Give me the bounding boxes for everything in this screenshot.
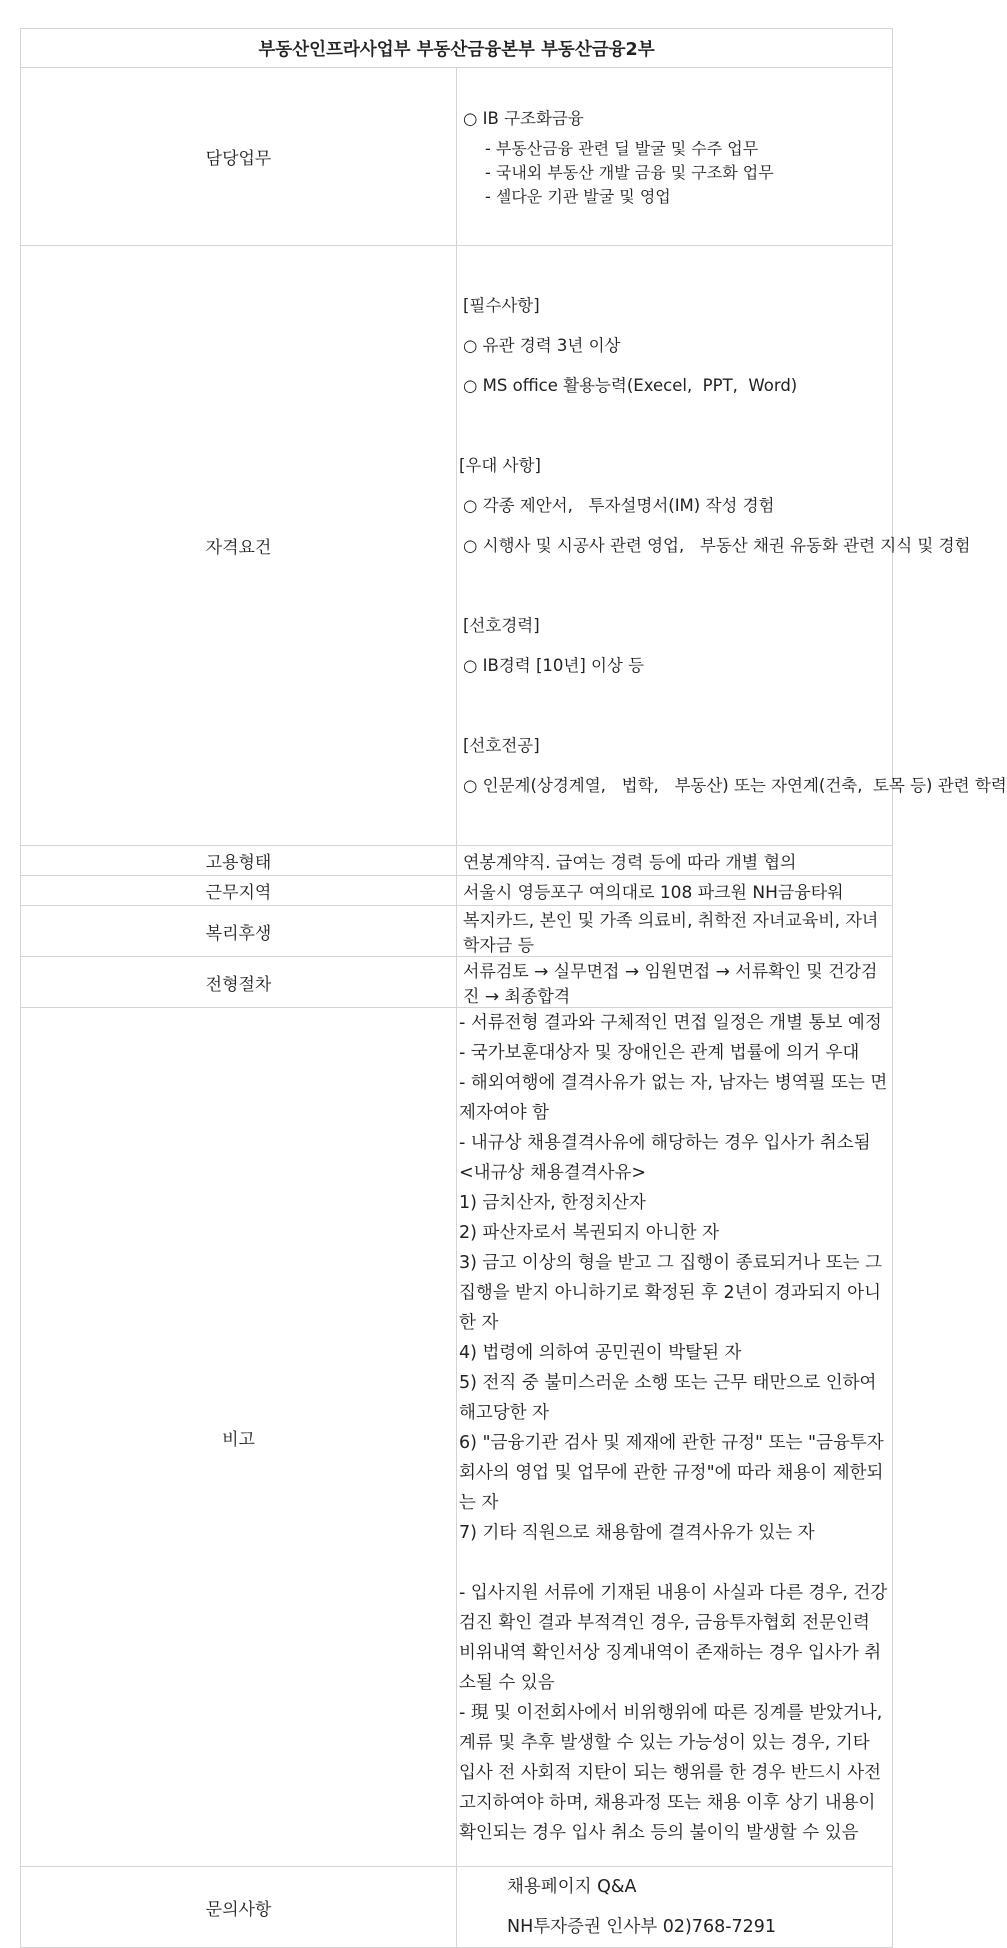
employment-value: 연봉계약직. 급여는 경력 등에 따라 개별 협의 <box>457 846 893 876</box>
remarks-line: 7) 기타 직원으로 채용함에 결격사유가 있는 자 <box>459 1523 815 1543</box>
career-heading: [선호경력] <box>463 615 540 635</box>
remarks-line: <내규상 채용결격사유> <box>459 1163 647 1183</box>
remarks-note: - 입사지원 서류에 기재된 내용이 사실과 다른 경우, 건강검진 확인 결과 부적격인 경우, 금융투자협회 전문인력 비위내역 확인서상 징계내역이 존재하는 경우 입사가 취소될 수 있음 <box>459 1583 888 1693</box>
remarks-line: 1) 금치산자, 한정치산자 <box>459 1193 646 1213</box>
job-posting-table <box>20 28 1007 1948</box>
remarks-note: - 現 및 이전회사에서 비위행위에 따른 징계를 받았거나, 계류 및 추후 발생할 수 있는 가능성이 있는 경우, 기타 입사 전 사회적 지탄이 되는 행위를 한 경우 반드시 사전 고지하여야 하며, 채용과정 또는 채용 이후 상기 내용이 확인되는 경우 입사 취소 등의 불이익 발생할 수 있음 <box>459 1703 883 1843</box>
required-item: ○ 유관 경력 3년 이상 <box>463 335 621 355</box>
preferred-item: ○ 각종 제안서, 투자설명서(IM) 작성 경험 <box>463 495 775 515</box>
process-value: 서류검토 → 실무면접 → 임원면접 → 서류확인 및 건강검진 → 최종합격 <box>457 957 893 1008</box>
location-row <box>21 876 893 906</box>
contact-qa: 채용페이지 Q&A <box>507 1877 637 1897</box>
qualifications-label: 자격요건 <box>21 246 457 846</box>
qualifications-row <box>21 246 893 846</box>
remarks-line: - 서류전형 결과와 구체적인 면접 일정은 개별 통보 예정 <box>459 1013 882 1033</box>
remarks-line: 6) "금융기관 검사 및 제재에 관한 규정" 또는 "금융투자회사의 영업 및 업무에 관한 규정"에 따라 채용이 제한되는 자 <box>459 1433 884 1513</box>
remarks-row <box>21 1008 893 1867</box>
remarks-line: - 해외여행에 결격사유가 없는 자, 남자는 병역필 또는 면제자여야 함 <box>459 1073 888 1123</box>
employment-row <box>21 846 893 876</box>
benefits-label: 복리후생 <box>21 906 457 957</box>
duties-row <box>21 68 893 246</box>
department-title: 부동산인프라사업부 부동산금융본부 부동산금융2부 <box>21 29 893 68</box>
duties-content <box>457 68 893 246</box>
duties-item: - 부동산금융 관련 딜 발굴 및 수주 업무 <box>485 138 759 158</box>
remarks-line: 3) 금고 이상의 형을 받고 그 집행이 종료되거나 또는 그 집행을 받지 아니하기로 확정된 후 2년이 경과되지 아니한 자 <box>459 1253 883 1333</box>
remarks-label: 비고 <box>21 1008 457 1867</box>
remarks-content <box>457 1008 893 1867</box>
remarks-line: - 국가보훈대상자 및 장애인은 관계 법률에 의거 우대 <box>459 1043 860 1063</box>
required-item: ○ MS office 활용능력(Execel, PPT, Word) <box>463 375 798 395</box>
duties-item: - 국내외 부동산 개발 금융 및 구조화 업무 <box>485 162 774 182</box>
title-row <box>21 29 893 68</box>
process-label: 전형절차 <box>21 957 457 1008</box>
contact-content <box>457 1867 893 1948</box>
remarks-line: 5) 전직 중 불미스러운 소행 또는 근무 태만으로 인하여 해고당한 자 <box>459 1373 877 1423</box>
contact-label: 문의사항 <box>21 1867 457 1948</box>
preferred-heading: [우대 사항] <box>459 455 541 475</box>
remarks-line: 4) 법령에 의하여 공민권이 박탈된 자 <box>459 1343 742 1363</box>
major-heading: [선호전공] <box>463 735 540 755</box>
location-value: 서울시 영등포구 여의대로 108 파크원 NH금융타워 <box>457 876 893 906</box>
qualifications-content <box>457 246 1007 846</box>
career-item: ○ IB경력 [10년] 이상 등 <box>463 655 645 675</box>
process-row <box>21 957 893 1008</box>
benefits-value: 복지카드, 본인 및 가족 의료비, 취학전 자녀교육비, 자녀 학자금 등 <box>457 906 893 957</box>
employment-label: 고용형태 <box>21 846 457 876</box>
contact-row <box>21 1867 893 1948</box>
duties-label: 담당업무 <box>21 68 457 246</box>
benefits-row <box>21 906 893 957</box>
remarks-line: - 내규상 채용결격사유에 해당하는 경우 입사가 취소됨 <box>459 1133 871 1153</box>
major-item: ○ 인문계(상경계열, 법학, 부동산) 또는 자연계(건축, 토목 등) 관련 학력 <box>463 775 1007 795</box>
remarks-line: 2) 파산자로서 복권되지 아니한 자 <box>459 1223 719 1243</box>
job-posting <box>20 28 1007 1948</box>
preferred-item: ○ 시행사 및 시공사 관련 영업, 부동산 채권 유동화 관련 지식 및 경험 <box>463 535 971 555</box>
contact-phone: NH투자증권 인사부 02)768-7291 <box>507 1917 777 1937</box>
duties-item: - 셀다운 기관 발굴 및 영업 <box>485 186 671 206</box>
location-label: 근무지역 <box>21 876 457 906</box>
required-heading: [필수사항] <box>463 295 540 315</box>
duties-head: ○ IB 구조화금융 <box>463 108 584 128</box>
